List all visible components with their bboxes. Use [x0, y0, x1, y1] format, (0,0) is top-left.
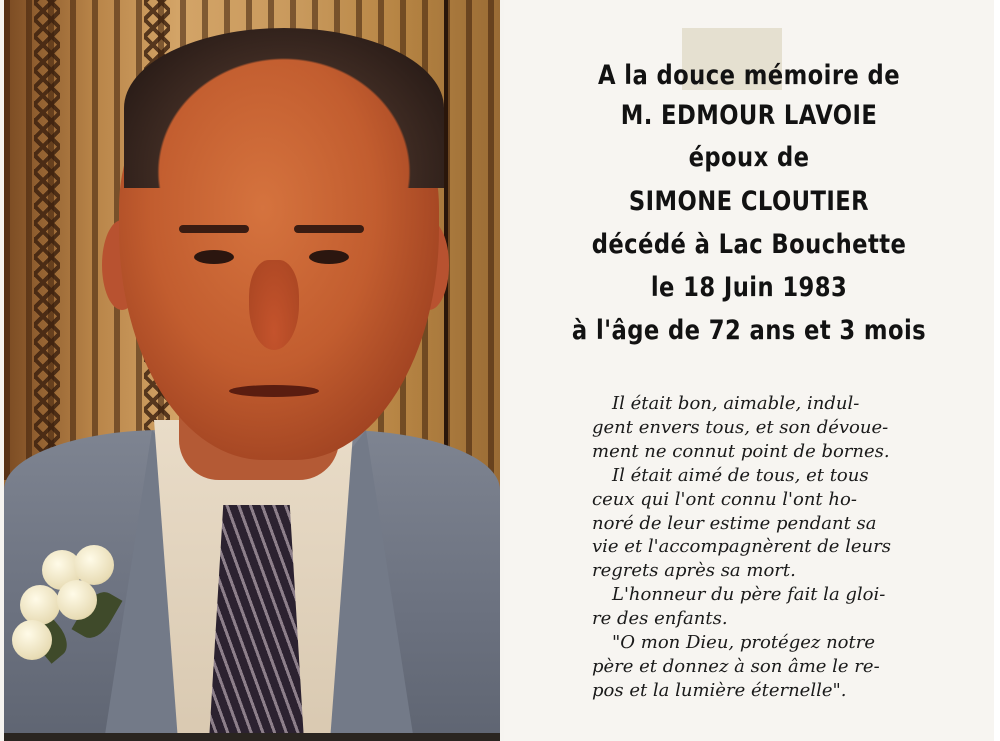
flower-petal	[74, 545, 114, 585]
tribute-paragraph: Il était aimé de tous, et tous ceux qui l'ont connu l'ont ho- noré de leur estime pendant sa vie et l'accompagnèrent de leurs regrets après sa mort.	[592, 464, 891, 582]
tribute-paragraph: Il était bon, aimable, indul- gent envers tous, et son dévoue- ment ne connut point de bornes.	[592, 393, 890, 462]
heading-spouse-name: SIMONE CLOUTIER	[628, 186, 870, 217]
heading-age: à l'âge de 72 ans et 3 mois	[571, 315, 927, 346]
heading-spouse-label: époux de	[688, 142, 810, 173]
tribute-paragraph: L'honneur du père fait la gloi- re des enfants.	[592, 584, 886, 630]
striped-tie	[209, 505, 304, 741]
prayer-paragraph: "O mon Dieu, protégez notre père et donnez à son âme le re- pos et la lumière éternelle".	[592, 632, 880, 701]
flower-petal	[12, 620, 52, 660]
curtain-pattern	[34, 0, 60, 480]
mouth	[229, 385, 319, 397]
flower-petal	[57, 580, 97, 620]
heading-death-date: le 18 Juin 1983	[650, 272, 848, 303]
wall-trim	[444, 0, 448, 460]
flower-petal	[20, 585, 60, 625]
text-panel	[504, 0, 994, 741]
scan-edge	[994, 0, 1000, 741]
heading-deceased-name: M. EDMOUR LAVOIE	[620, 100, 878, 131]
boutonniere	[12, 540, 142, 670]
eye-right	[309, 250, 349, 264]
heading-death-place: décédé à Lac Bouchette	[591, 229, 907, 260]
eyebrow-left	[179, 225, 249, 233]
portrait-photo	[4, 0, 500, 741]
eye-left	[194, 250, 234, 264]
heading-dedication: A la douce mémoire de	[597, 60, 901, 91]
photo-border	[4, 733, 500, 741]
hair	[124, 28, 444, 188]
nose	[249, 260, 299, 350]
tribute-text	[592, 392, 952, 703]
eyebrow-right	[294, 225, 364, 233]
